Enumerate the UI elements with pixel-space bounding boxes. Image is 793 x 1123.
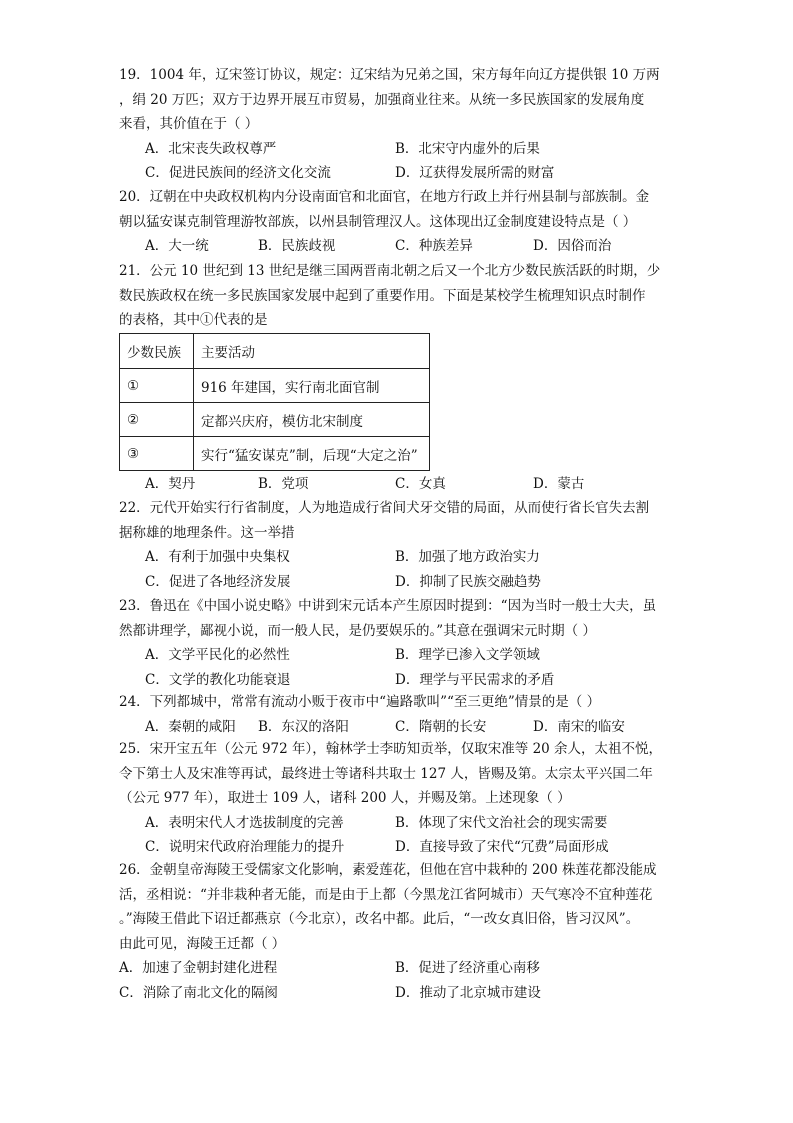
table-header-row xyxy=(120,334,430,369)
option-b[interactable]: B．促进了经济重心南移 xyxy=(395,960,540,976)
question-text: 19．1004 年，辽宋签订协议，规定：辽宋结为兄弟之国，宋方每年向辽方提供银 10 万两 xyxy=(119,67,660,83)
question-text: 来看，其价值在于（ ） xyxy=(119,116,259,132)
option-a[interactable]: A．大一统 xyxy=(145,238,209,254)
question-text: 20．辽朝在中央政权机构内分设南面官和北面官，在地方行政上并行州县制与部族制。金 xyxy=(119,189,650,205)
option-a[interactable]: A．表明宋代人才选拔制度的完善 xyxy=(145,814,344,831)
option-a[interactable]: A．文学平民化的必然性 xyxy=(145,647,290,663)
options-row xyxy=(119,981,679,1006)
options-row xyxy=(119,956,679,981)
option-d[interactable]: D．理学与平民需求的矛盾 xyxy=(395,671,555,688)
option-b[interactable]: B．东汉的洛阳 xyxy=(258,718,349,735)
option-a[interactable]: A．契丹 xyxy=(145,476,196,492)
question-text: 22．元代开始实行行省制度，人为地造成行省间犬牙交错的局面，从而使行省长官失去割 xyxy=(119,500,650,516)
options-row xyxy=(119,234,679,259)
option-c[interactable]: C．隋朝的长安 xyxy=(395,718,487,735)
option-c[interactable]: C．说明宋代政府治理能力的提升 xyxy=(145,839,345,855)
options-row xyxy=(119,137,679,162)
option-d[interactable]: D．直接导致了宋代“冗费”局面形成 xyxy=(395,839,609,855)
option-a[interactable]: A．秦朝的咸阳 xyxy=(145,718,236,735)
question-text: 24．下列都城中，常常有流动小贩于夜市中“遍路歌叫”“至三更绝”情景的是（ ） xyxy=(119,694,601,710)
question-22 xyxy=(119,496,679,594)
options-row xyxy=(119,545,679,570)
question-text: 令下第士人及宋准等再试，最终进士等诸科共取士 127 人，皆赐及第。太宗太平兴国二年 xyxy=(119,765,653,782)
options-row xyxy=(119,570,679,595)
table-cell-activity: 实行“猛安谋克”制，后现“大定之治” xyxy=(194,437,430,471)
question-26 xyxy=(119,858,679,1005)
option-b[interactable]: B．民族歧视 xyxy=(258,238,336,254)
option-c[interactable]: C．文学的教化功能衰退 xyxy=(145,671,291,688)
question-20 xyxy=(119,185,679,259)
question-25 xyxy=(119,737,679,860)
table-cell-activity: 定都兴庆府，模仿北宋制度 xyxy=(194,403,430,437)
question-text: 据称雄的地理条件。这一举措 xyxy=(119,524,295,541)
option-d[interactable]: D．蒙古 xyxy=(533,476,585,492)
question-text: 26．金朝皇帝海陵王受儒家文化影响，素爱莲花，但他在宫中栽种的 200 株莲花都没能成 xyxy=(119,862,657,878)
option-d[interactable]: D．南宋的临安 xyxy=(533,718,625,735)
question-text: 21．公元 10 世纪到 13 世纪是继三国两晋南北朝之后又一个北方少数民族活跃的时期，少 xyxy=(119,263,661,279)
option-a[interactable]: A．有利于加强中央集权 xyxy=(145,549,290,565)
option-b[interactable]: B．加强了地方政治实力 xyxy=(395,549,540,565)
options-row xyxy=(119,161,679,186)
options-row xyxy=(119,715,679,740)
ethnic-groups-table xyxy=(119,333,430,471)
option-b[interactable]: B．北宋守内虚外的后果 xyxy=(395,140,540,157)
table-cell-marker: ① xyxy=(120,369,194,403)
table-row xyxy=(120,437,430,471)
question-19 xyxy=(119,63,679,186)
option-b[interactable]: B．党项 xyxy=(258,476,309,492)
option-d[interactable]: D．辽获得发展所需的财富 xyxy=(395,165,555,181)
option-d[interactable]: D．推动了北京城市建设 xyxy=(395,984,541,1001)
options-row xyxy=(119,472,679,497)
question-text: 23．鲁迅在《中国小说史略》中讲到宋元话本产生原因时提到：“因为当时一般士大夫，虽 xyxy=(119,598,657,614)
table-header-cell: 主要活动 xyxy=(194,334,430,369)
option-c[interactable]: C．种族差异 xyxy=(395,238,473,254)
table-header-cell: 少数民族 xyxy=(120,334,194,369)
question-text: 。”海陵王借此下诏迁都燕京（今北京），改名中都。此后，“一改女真旧俗，皆习汉风”。 xyxy=(119,911,640,927)
table-row xyxy=(120,369,430,403)
table-row xyxy=(120,403,430,437)
options-row xyxy=(119,835,679,860)
options-row xyxy=(119,811,679,836)
option-c[interactable]: C．促进了各地经济发展 xyxy=(145,573,291,590)
question-24 xyxy=(119,690,679,739)
option-b[interactable]: B．理学已渗入文学领域 xyxy=(395,647,540,663)
option-b[interactable]: B．体现了宋代文治社会的现实需要 xyxy=(395,814,608,831)
options-row xyxy=(119,668,679,693)
question-text: 朝以猛安谋克制管理游牧部族，以州县制管理汉人。这体现出辽金制度建设特点是（ ） xyxy=(119,213,637,230)
option-a[interactable]: A．北宋丧失政权尊严 xyxy=(145,140,277,157)
option-d[interactable]: D．因俗而治 xyxy=(533,238,612,254)
option-d[interactable]: D．抑制了民族交融趋势 xyxy=(395,573,541,590)
option-a[interactable]: A．加速了金朝封建化进程 xyxy=(119,960,278,976)
question-text: 25．宋开宝五年（公元 972 年），翰林学士李昉知贡举，仅取宋准等 20 余人，太祖不悦， xyxy=(119,741,663,757)
question-23 xyxy=(119,594,679,692)
table-cell-marker: ③ xyxy=(120,437,194,471)
option-c[interactable]: C．促进民族间的经济文化交流 xyxy=(145,165,331,181)
option-c[interactable]: C．女真 xyxy=(395,476,446,492)
table-cell-activity: 916 年建国，实行南北面官制 xyxy=(194,369,430,403)
question-text: 的表格，其中①代表的是 xyxy=(119,312,268,328)
question-text: 然都讲理学，鄙视小说，而一般人民，是仍要娱乐的。”其意在强调宋元时期（ ） xyxy=(119,622,596,639)
question-text: 由此可见，海陵王迁都（ ） xyxy=(119,935,286,952)
question-21 xyxy=(119,259,679,333)
question-21-options xyxy=(119,472,679,497)
options-row xyxy=(119,643,679,668)
question-text: （公元 977 年），取进士 109 人，诸科 200 人，并赐及第。上述现象（ ） xyxy=(119,790,571,806)
question-text: 活，丞相说：“并非栽种者无能，而是由于上都（今黑龙江省阿城市）天气寒冷不宜种莲花 xyxy=(119,886,653,903)
question-text: 数民族政权在统一多民族国家发展中起到了重要作用。下面是某校学生梳理知识点时制作 xyxy=(119,287,646,304)
option-c[interactable]: C．消除了南北文化的隔阂 xyxy=(119,984,278,1001)
question-text: ，绢 20 万匹；双方于边界开展互市贸易，加强商业往来。从统一多民族国家的发展角度 xyxy=(119,91,645,108)
table-cell-marker: ② xyxy=(120,403,194,437)
